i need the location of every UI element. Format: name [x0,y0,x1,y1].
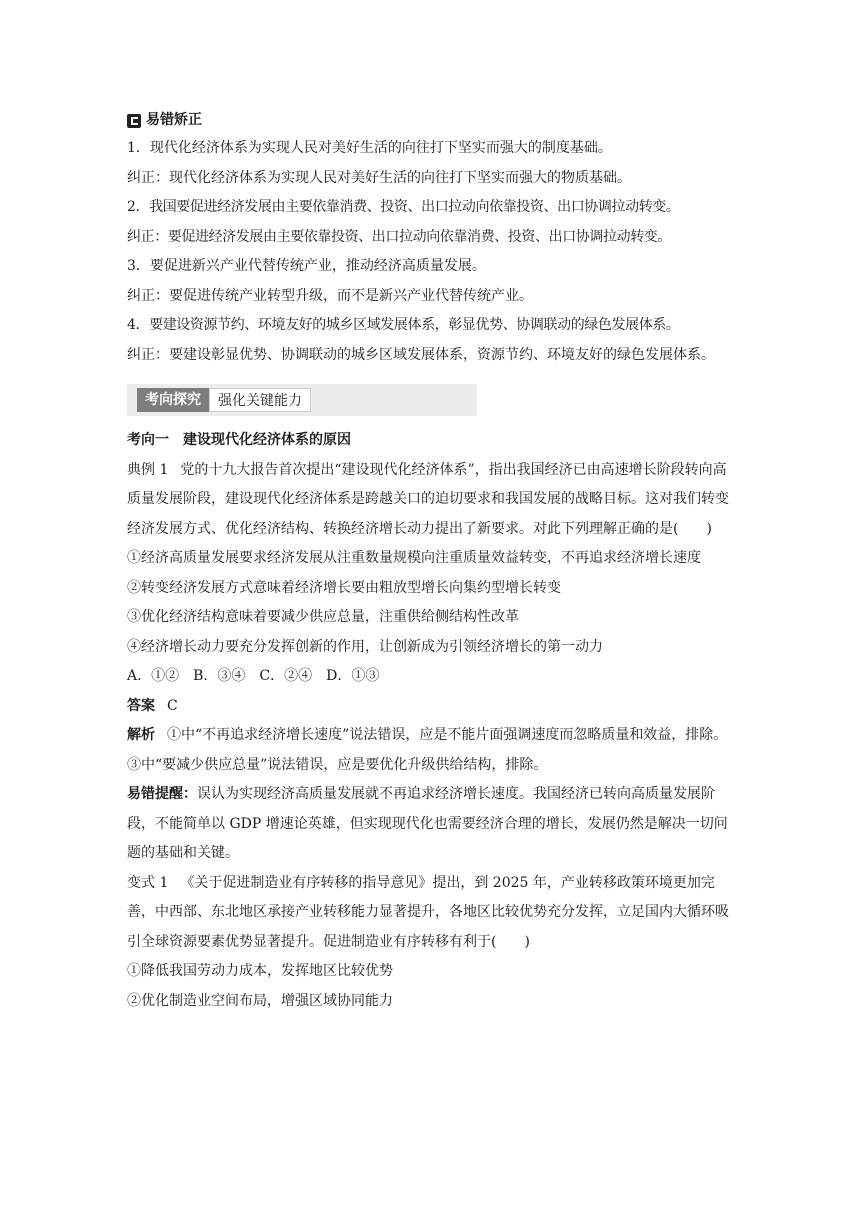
option-item: ④经济增长动力要充分发挥创新的作用，让创新成为引领经济增长的第一动力 [127,638,603,655]
variant-stem-text: 《关于促进制造业有序转移的指导意见》提出，到 2025 年，产业转移政策环境更加完善，中西部、东北地区承接产业转移能力显著提升，各地区比较优势充分发挥，立足国内大循环吸引全球资源要素优势显著提升。促进制造业有序转移有利于( ) [127,874,729,950]
error-line: 2．我国要促进经济发展由主要依靠消费、投资、出口拉动向依靠投资、出口协调拉动转变。 [127,199,680,215]
option-item: ②优化制造业空间布局，增强区域协同能力 [127,992,393,1009]
correction-line: 纠正：要促进经济发展由主要依靠投资、出口拉动向依靠消费、投资、出口协调拉动转变。 [127,228,671,245]
variant-stem [127,869,739,958]
error-line: 1．现代化经济体系为实现人民对美好生活的向往打下坚实而强大的制度基础。 [127,140,612,156]
option-item: ①降低我国劳动力成本，发挥地区比较优势 [127,963,393,979]
answer-line [127,692,739,722]
banner-dark-label: 考向探究 [137,388,209,412]
direction-title: 考向一 建设现代化经济体系的原因 [127,432,351,448]
document-page [127,108,739,1016]
error-correction-heading [127,108,739,134]
banner-light-label: 强化关键能力 [209,388,311,412]
option-item: ③优化经济结构意味着要减少供应总量，注重供给侧结构性改革 [127,609,519,625]
reminder-paragraph [127,780,739,869]
choices-line: A．①② B．③④ C．②④ D．①③ [127,668,380,684]
error-correction-title: 易错矫正 [146,112,202,129]
correction-line: 纠正：现代化经济体系为实现人民对美好生活的向往打下坚实而强大的物质基础。 [127,169,631,186]
section-marker-icon [127,114,141,128]
section-banner [127,384,477,416]
error-line: 4．要建设资源节约、环境友好的城乡区域发展体系，彰显优势、协调联动的绿色发展体系。 [127,317,680,333]
reminder-text: 误认为实现经济高质量发展就不再追求经济增长速度。我国经济已转向高质量发展阶段，不能简单以 GDP 增速论英雄，但实现现代化也需要经济合理的增长，发展仍然是解决一切问题的基础和关键。 [127,786,728,861]
variant-label: 变式 1 [127,874,169,891]
correction-line: 纠正：要建设彰显优势、协调联动的城乡区域发展体系，资源节约、环境友好的绿色发展体系。 [127,346,715,363]
example-stem-text: 党的十九大报告首次提出“建设现代化经济体系”，指出我国经济已由高速增长阶段转向高质量发展阶段，建设现代化经济体系是跨越关口的迫切要求和我国发展的战略目标。这对我们转变经济发展方式、优化经济结构、转换经济增长动力提出了新要求。对此下列理解正确的是( ) [127,461,729,537]
analysis-text: ①中“不再追求经济增长速度”说法错误，应是不能片面强调速度而忽略质量和效益，排除。③中“要减少供应总量”说法错误，应是要优化升级供给结构，排除。 [127,727,728,773]
reminder-label: 易错提醒： [127,786,197,802]
example-label: 典例 1 [127,461,169,478]
answer-label: 答案 [127,697,155,714]
option-item: ①经济高质量发展要求经济发展从注重数量规模向注重质量效益转变，不再追求经济增长速度 [127,550,701,566]
option-item: ②转变经济发展方式意味着经济增长要由粗放型增长向集约型增长转变 [127,579,561,596]
analysis-label: 解析 [127,727,155,743]
example-stem [127,456,739,545]
analysis-paragraph [127,721,739,780]
correction-line: 纠正：要促进传统产业转型升级，而不是新兴产业代替传统产业。 [127,287,533,304]
error-line: 3．要促进新兴产业代替传统产业，推动经济高质量发展。 [127,258,486,274]
answer-value: C [167,697,178,714]
